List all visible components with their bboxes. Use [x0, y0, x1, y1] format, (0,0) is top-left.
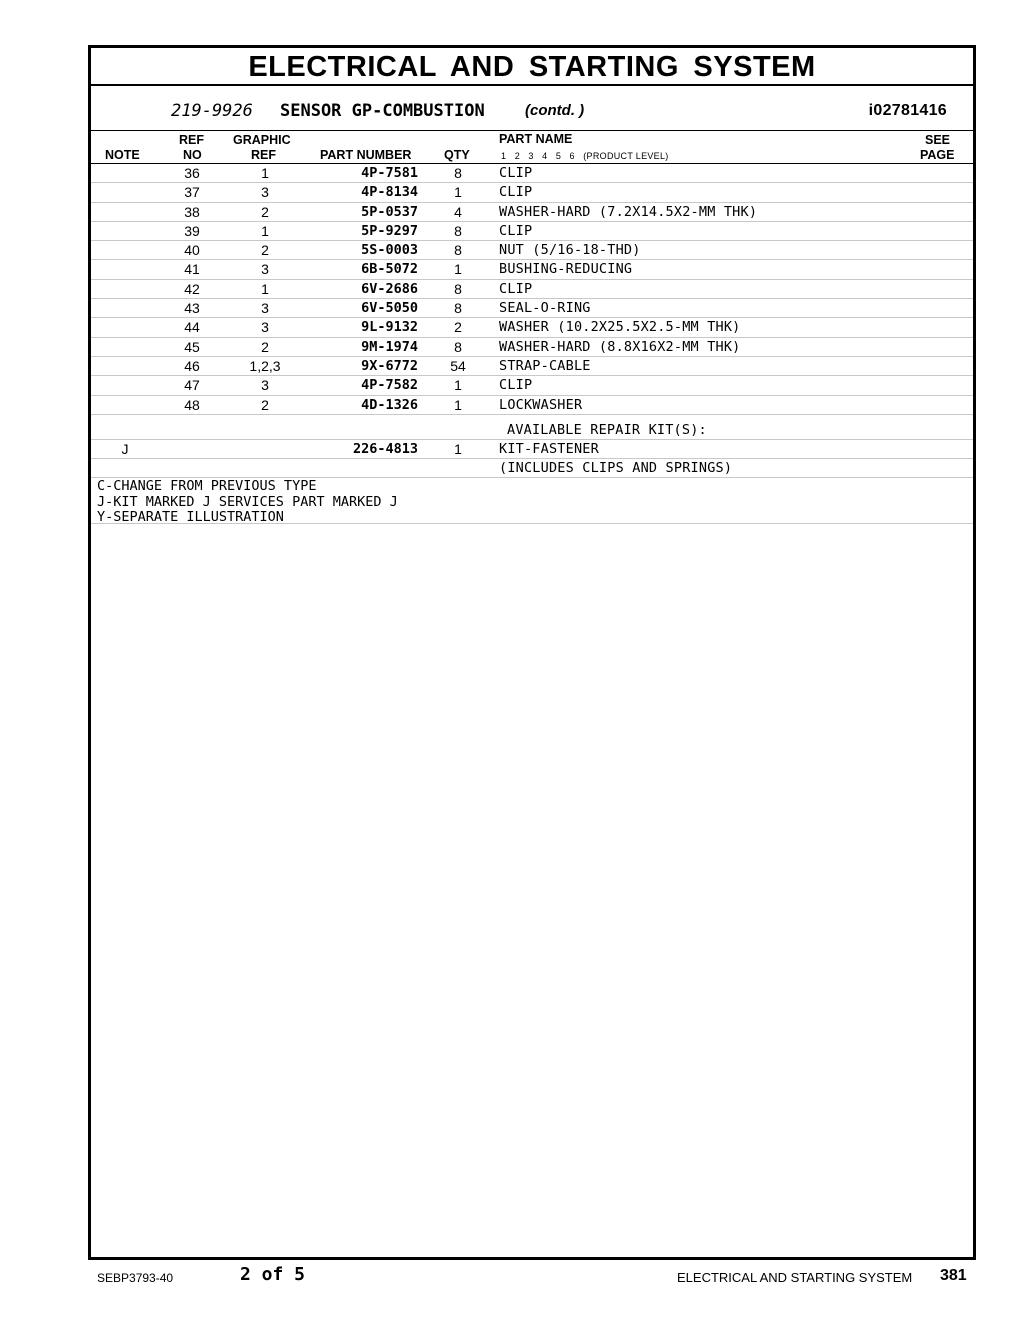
graphic-ref: 3: [261, 300, 269, 317]
table-row: [91, 299, 973, 318]
qty: 1: [454, 184, 462, 201]
footer-section: ELECTRICAL AND STARTING SYSTEM: [677, 1270, 913, 1285]
part-number: 9L-9132: [361, 319, 418, 336]
page-footer: [0, 1264, 1020, 1294]
table-row: [91, 338, 973, 357]
footer-page-of: 2 of 5: [240, 1264, 306, 1285]
graphic-ref: 3: [261, 261, 269, 278]
page-title: ELECTRICAL AND STARTING SYSTEM: [91, 48, 973, 86]
col-ref-top: REF: [179, 133, 204, 147]
kit-includes: (INCLUDES CLIPS AND SPRINGS): [499, 460, 733, 477]
table-row: [91, 241, 973, 260]
part-number: 4P-8134: [361, 184, 418, 201]
graphic-ref: 1,2,3: [249, 357, 281, 374]
table-row: [91, 318, 973, 337]
col-see-bottom: PAGE: [920, 148, 955, 162]
ref-no: 45: [184, 338, 200, 355]
qty: 1: [454, 396, 462, 413]
ref-no: 47: [184, 377, 200, 394]
graphic-ref: 2: [261, 396, 269, 413]
part-number: 5P-9297: [361, 222, 418, 239]
graphic-ref: 2: [261, 203, 269, 220]
qty: 1: [454, 377, 462, 394]
col-qty: QTY: [444, 148, 470, 162]
note-line: Y-SEPARATE ILLUSTRATION: [97, 509, 284, 526]
col-graphic-bottom: REF: [251, 148, 276, 162]
ref-no: 39: [184, 222, 200, 239]
ref-no: 37: [184, 184, 200, 201]
part-name: WASHER-HARD (7.2X14.5X2-MM THK): [499, 203, 758, 220]
group-contd: (contd. ): [525, 102, 585, 119]
ref-no: 44: [184, 319, 200, 336]
kit-row: [91, 440, 973, 459]
ref-no: 36: [184, 165, 200, 181]
part-number: 6V-2686: [361, 280, 418, 297]
part-number: 4P-7582: [361, 377, 418, 394]
table-row: [91, 183, 973, 202]
part-name: LOCKWASHER: [499, 396, 583, 413]
illustration-id: i02781416: [868, 102, 947, 119]
kit-part-number: 226-4813: [352, 440, 418, 457]
qty: 2: [454, 319, 462, 336]
part-name: BUSHING-REDUCING: [499, 261, 633, 278]
qty: 8: [454, 165, 462, 181]
ref-no: 43: [184, 300, 200, 317]
part-name: CLIP: [499, 222, 533, 239]
graphic-ref: 1: [261, 280, 269, 297]
part-number: 9X-6772: [361, 357, 418, 374]
part-name: SEAL-O-RING: [499, 300, 591, 317]
table-row: [91, 222, 973, 241]
ref-no: 46: [184, 357, 200, 374]
kit-heading: AVAILABLE REPAIR KIT(S):: [507, 421, 707, 438]
footer-page-number: 381: [940, 1267, 967, 1284]
column-headers: [91, 131, 973, 164]
part-number: 4P-7581: [361, 165, 418, 181]
part-name: STRAP-CABLE: [499, 357, 591, 374]
col-note: NOTE: [105, 148, 140, 162]
qty: 4: [454, 203, 462, 220]
kit-qty: 1: [454, 440, 462, 457]
ref-no: 42: [184, 280, 200, 297]
part-name: CLIP: [499, 184, 533, 201]
col-ref-bottom: NO: [183, 148, 202, 162]
group-name: SENSOR GP-COMBUSTION: [280, 101, 485, 121]
part-number: 6V-5050: [361, 300, 418, 317]
qty: 8: [454, 300, 462, 317]
part-name: NUT (5/16-18-THD): [499, 242, 641, 259]
part-name: CLIP: [499, 165, 533, 181]
part-name: CLIP: [499, 377, 533, 394]
part-name: WASHER (10.2X25.5X2.5-MM THK): [499, 319, 741, 336]
table-row: [91, 396, 973, 415]
kit-name: KIT-FASTENER: [499, 440, 599, 457]
table-row: [91, 203, 973, 222]
ref-no: 40: [184, 242, 200, 259]
graphic-ref: 2: [261, 338, 269, 355]
qty: 8: [454, 338, 462, 355]
parts-page-frame: [88, 45, 976, 1260]
kit-note: J: [121, 440, 129, 457]
notes-legend: [91, 477, 973, 524]
table-row: [91, 260, 973, 279]
ref-no: 41: [184, 261, 200, 278]
table-row: [91, 164, 973, 183]
part-name: WASHER-HARD (8.8X16X2-MM THK): [499, 338, 741, 355]
note-line: C-CHANGE FROM PREVIOUS TYPE: [97, 478, 317, 495]
note-line: J-KIT MARKED J SERVICES PART MARKED J: [97, 493, 398, 510]
parts-table: [91, 164, 973, 415]
qty: 8: [454, 280, 462, 297]
table-row: [91, 357, 973, 376]
graphic-ref: 2: [261, 242, 269, 259]
group-header: [91, 86, 973, 131]
qty: 8: [454, 242, 462, 259]
col-graphic-top: GRAPHIC: [233, 133, 291, 147]
part-name: CLIP: [499, 280, 533, 297]
qty: 1: [454, 261, 462, 278]
table-row: [91, 376, 973, 395]
footer-doc-number: SEBP3793-40: [97, 1271, 174, 1285]
part-number: 9M-1974: [361, 338, 418, 355]
kit-includes-row: [91, 459, 973, 477]
part-number: 6B-5072: [361, 261, 418, 278]
graphic-ref: 1: [261, 222, 269, 239]
graphic-ref: 3: [261, 184, 269, 201]
ref-no: 38: [184, 203, 200, 220]
kit-heading-row: [91, 415, 973, 440]
ref-no: 48: [184, 396, 200, 413]
graphic-ref: 3: [261, 377, 269, 394]
qty: 8: [454, 222, 462, 239]
table-row: [91, 280, 973, 299]
qty: 54: [450, 357, 466, 374]
part-number: 5P-0537: [361, 203, 418, 220]
graphic-ref: 1: [261, 165, 269, 181]
col-product-levels: 1 2 3 4 5 6 (PRODUCT LEVEL): [501, 151, 669, 161]
col-see-top: SEE: [925, 133, 951, 147]
part-number: 5S-0003: [361, 242, 418, 259]
graphic-ref: 3: [261, 319, 269, 336]
col-part-name: PART NAME: [499, 132, 573, 146]
part-number: 4D-1326: [361, 396, 418, 413]
group-number: 219-9926: [171, 101, 253, 121]
col-part-number: PART NUMBER: [320, 148, 412, 162]
